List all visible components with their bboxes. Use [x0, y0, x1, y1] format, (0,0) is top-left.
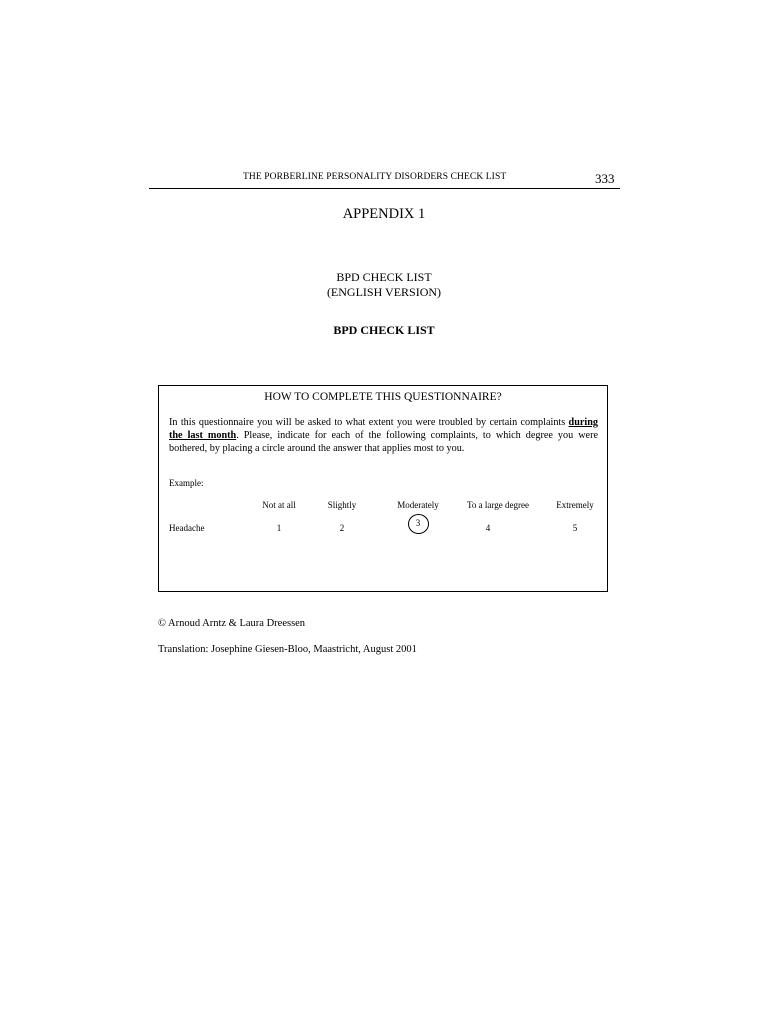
scale-value-3: 3 — [415, 518, 421, 528]
running-head: THE PORBERLINE PERSONALITY DISORDERS CHECK LIST — [243, 172, 507, 182]
scale-label-to-a-large-degree: To a large degree — [467, 500, 529, 510]
appendix-title: APPENDIX 1 — [342, 206, 426, 222]
instruction-text — [169, 416, 598, 455]
answer-circle — [408, 514, 429, 534]
box-heading: HOW TO COMPLETE THIS QUESTIONNAIRE? — [264, 391, 502, 403]
instruction-box — [158, 385, 608, 592]
scale-label-slightly: Slightly — [327, 500, 357, 510]
scale-value-5: 5 — [572, 523, 578, 533]
subtitle-line-1: BPD CHECK LIST — [336, 270, 432, 284]
scale-value-2: 2 — [339, 523, 345, 533]
scale-value-4: 4 — [485, 523, 491, 533]
scale-label-moderately: Moderately — [397, 500, 439, 510]
instruction-emphasis: during the last month — [169, 417, 598, 441]
subtitle-line-2: (ENGLISH VERSION) — [326, 285, 442, 299]
copyright: © Arnoud Arntz & Laura Dreessen — [158, 618, 306, 629]
scale-label-extremely: Extremely — [556, 500, 594, 510]
instruction-text-start: In this questionnaire you will be asked to what extent you were troubled by certain complaints — [169, 417, 569, 428]
example-item-label: Headache — [169, 523, 205, 533]
header-rule — [149, 188, 620, 189]
instruction-text-end: . Please, indicate for each of the following complaints, to which degree you were bothered, by placing a circle around the answer that applies most to you. — [169, 430, 598, 454]
translation-credit: Translation: Josephine Giesen-Bloo, Maastricht, August 2001 — [158, 644, 417, 655]
scale-value-1: 1 — [276, 523, 282, 533]
page-number: 333 — [595, 171, 615, 186]
scale-label-not-at-all: Not at all — [262, 500, 296, 510]
example-label: Example: — [169, 478, 204, 488]
bold-title: BPD CHECK LIST — [333, 323, 435, 337]
